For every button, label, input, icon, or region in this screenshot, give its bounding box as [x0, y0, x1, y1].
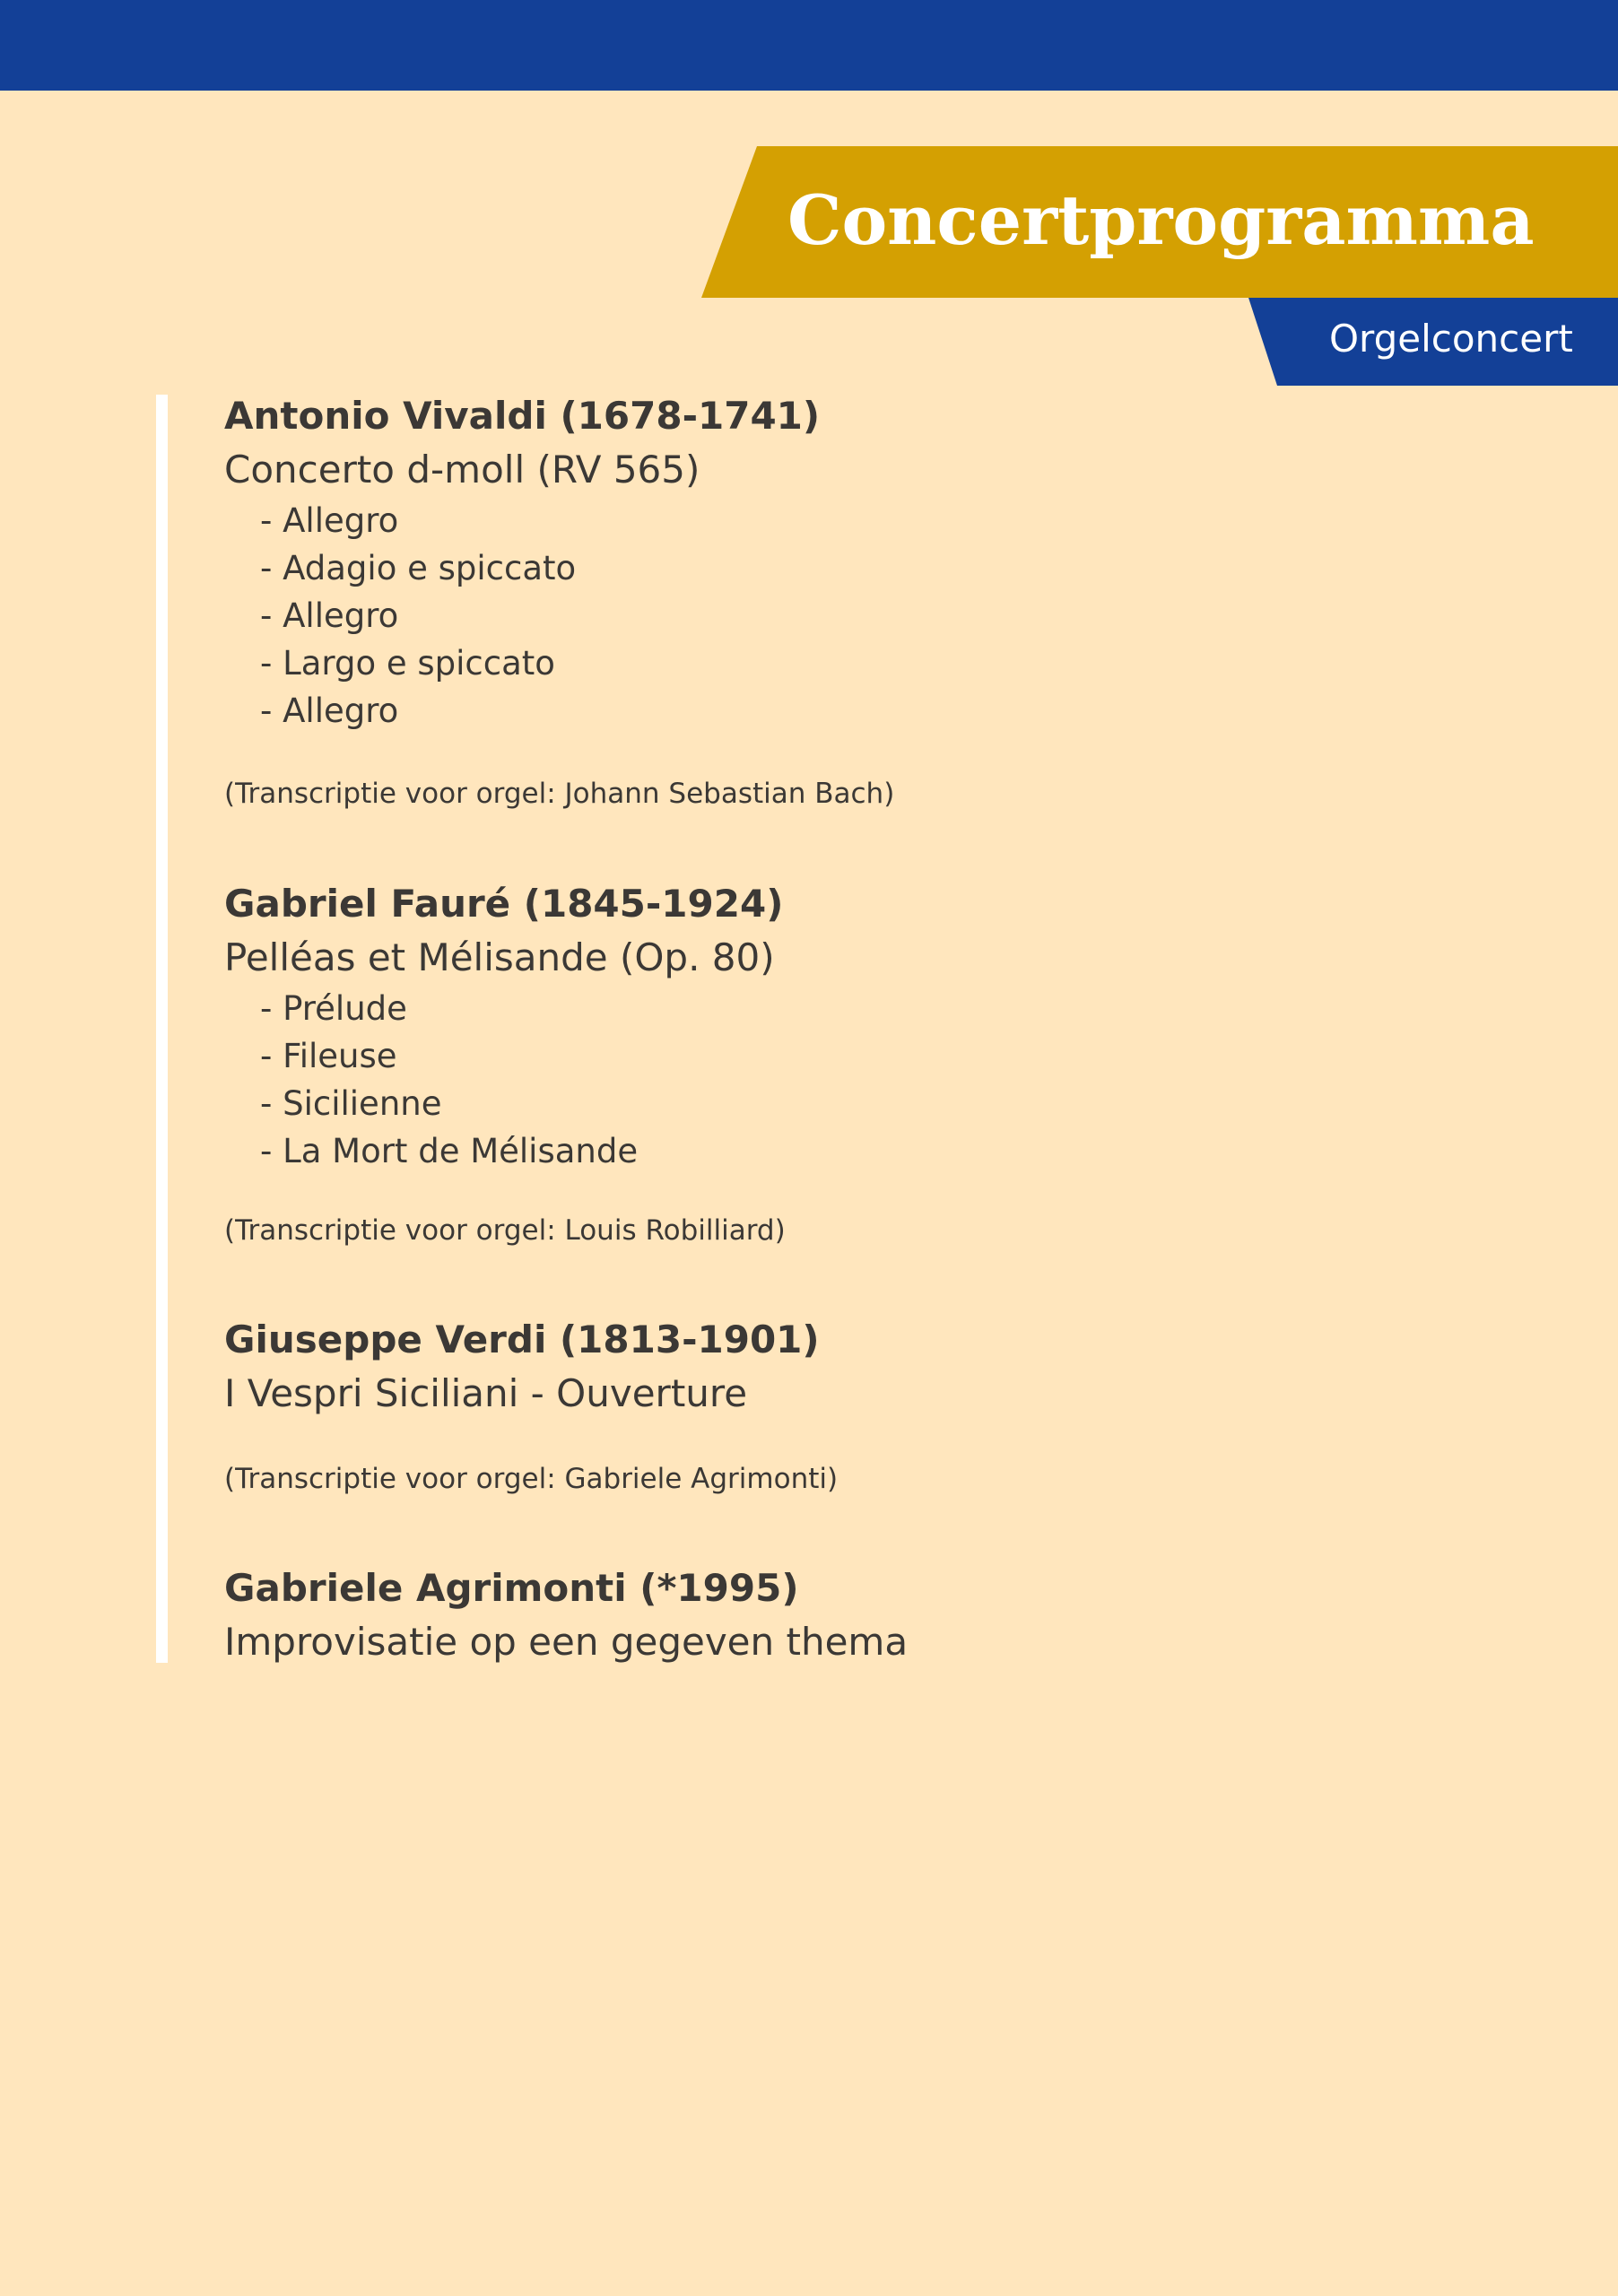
movement-list	[224, 497, 1300, 735]
page-subtitle: Orgelconcert	[1329, 317, 1573, 361]
transcription-note: (Transcriptie voor orgel: Louis Robilliard)	[224, 1214, 786, 1247]
composer-name: Gabriel Fauré (1845-1924)	[224, 882, 784, 926]
work-title: I Vespri Siciliani - Ouverture	[224, 1371, 748, 1415]
transcription-note: (Transcriptie voor orgel: Johann Sebastian Bach)	[224, 778, 895, 810]
work-title: Pelléas et Mélisande (Op. 80)	[224, 935, 775, 979]
movement-item: - Fileuse	[260, 1037, 397, 1075]
movement-list	[224, 985, 1300, 1175]
movement-item: - Adagio e spiccato	[260, 549, 577, 587]
program-piece-verdi	[224, 1313, 1300, 1499]
movement-item: - La Mort de Mélisande	[260, 1132, 639, 1170]
movement-item: - Largo e spiccato	[260, 644, 555, 683]
program-piece-vivaldi	[224, 389, 1300, 813]
program-piece-faure	[224, 877, 1300, 1250]
movement-item: - Allegro	[260, 691, 399, 730]
movement-item: - Sicilienne	[260, 1084, 442, 1123]
composer-name: Gabriele Agrimonti (*1995)	[224, 1566, 799, 1610]
program-accent-bar	[156, 395, 168, 1663]
work-title: Improvisatie op een gegeven thema	[224, 1620, 909, 1664]
movement-item: - Prélude	[260, 989, 407, 1028]
work-title: Concerto d-moll (RV 565)	[224, 448, 700, 491]
movement-item: - Allegro	[260, 501, 399, 540]
program-piece-agrimonti	[224, 1561, 1300, 1669]
program-list	[224, 389, 1300, 1669]
transcription-note: (Transcriptie voor orgel: Gabriele Agrimonti)	[224, 1463, 839, 1495]
composer-name: Antonio Vivaldi (1678-1741)	[224, 394, 821, 438]
composer-name: Giuseppe Verdi (1813-1901)	[224, 1318, 820, 1361]
movement-item: - Allegro	[260, 596, 399, 635]
page-title: Concertprogramma	[787, 180, 1535, 260]
top-color-band	[0, 0, 1618, 91]
